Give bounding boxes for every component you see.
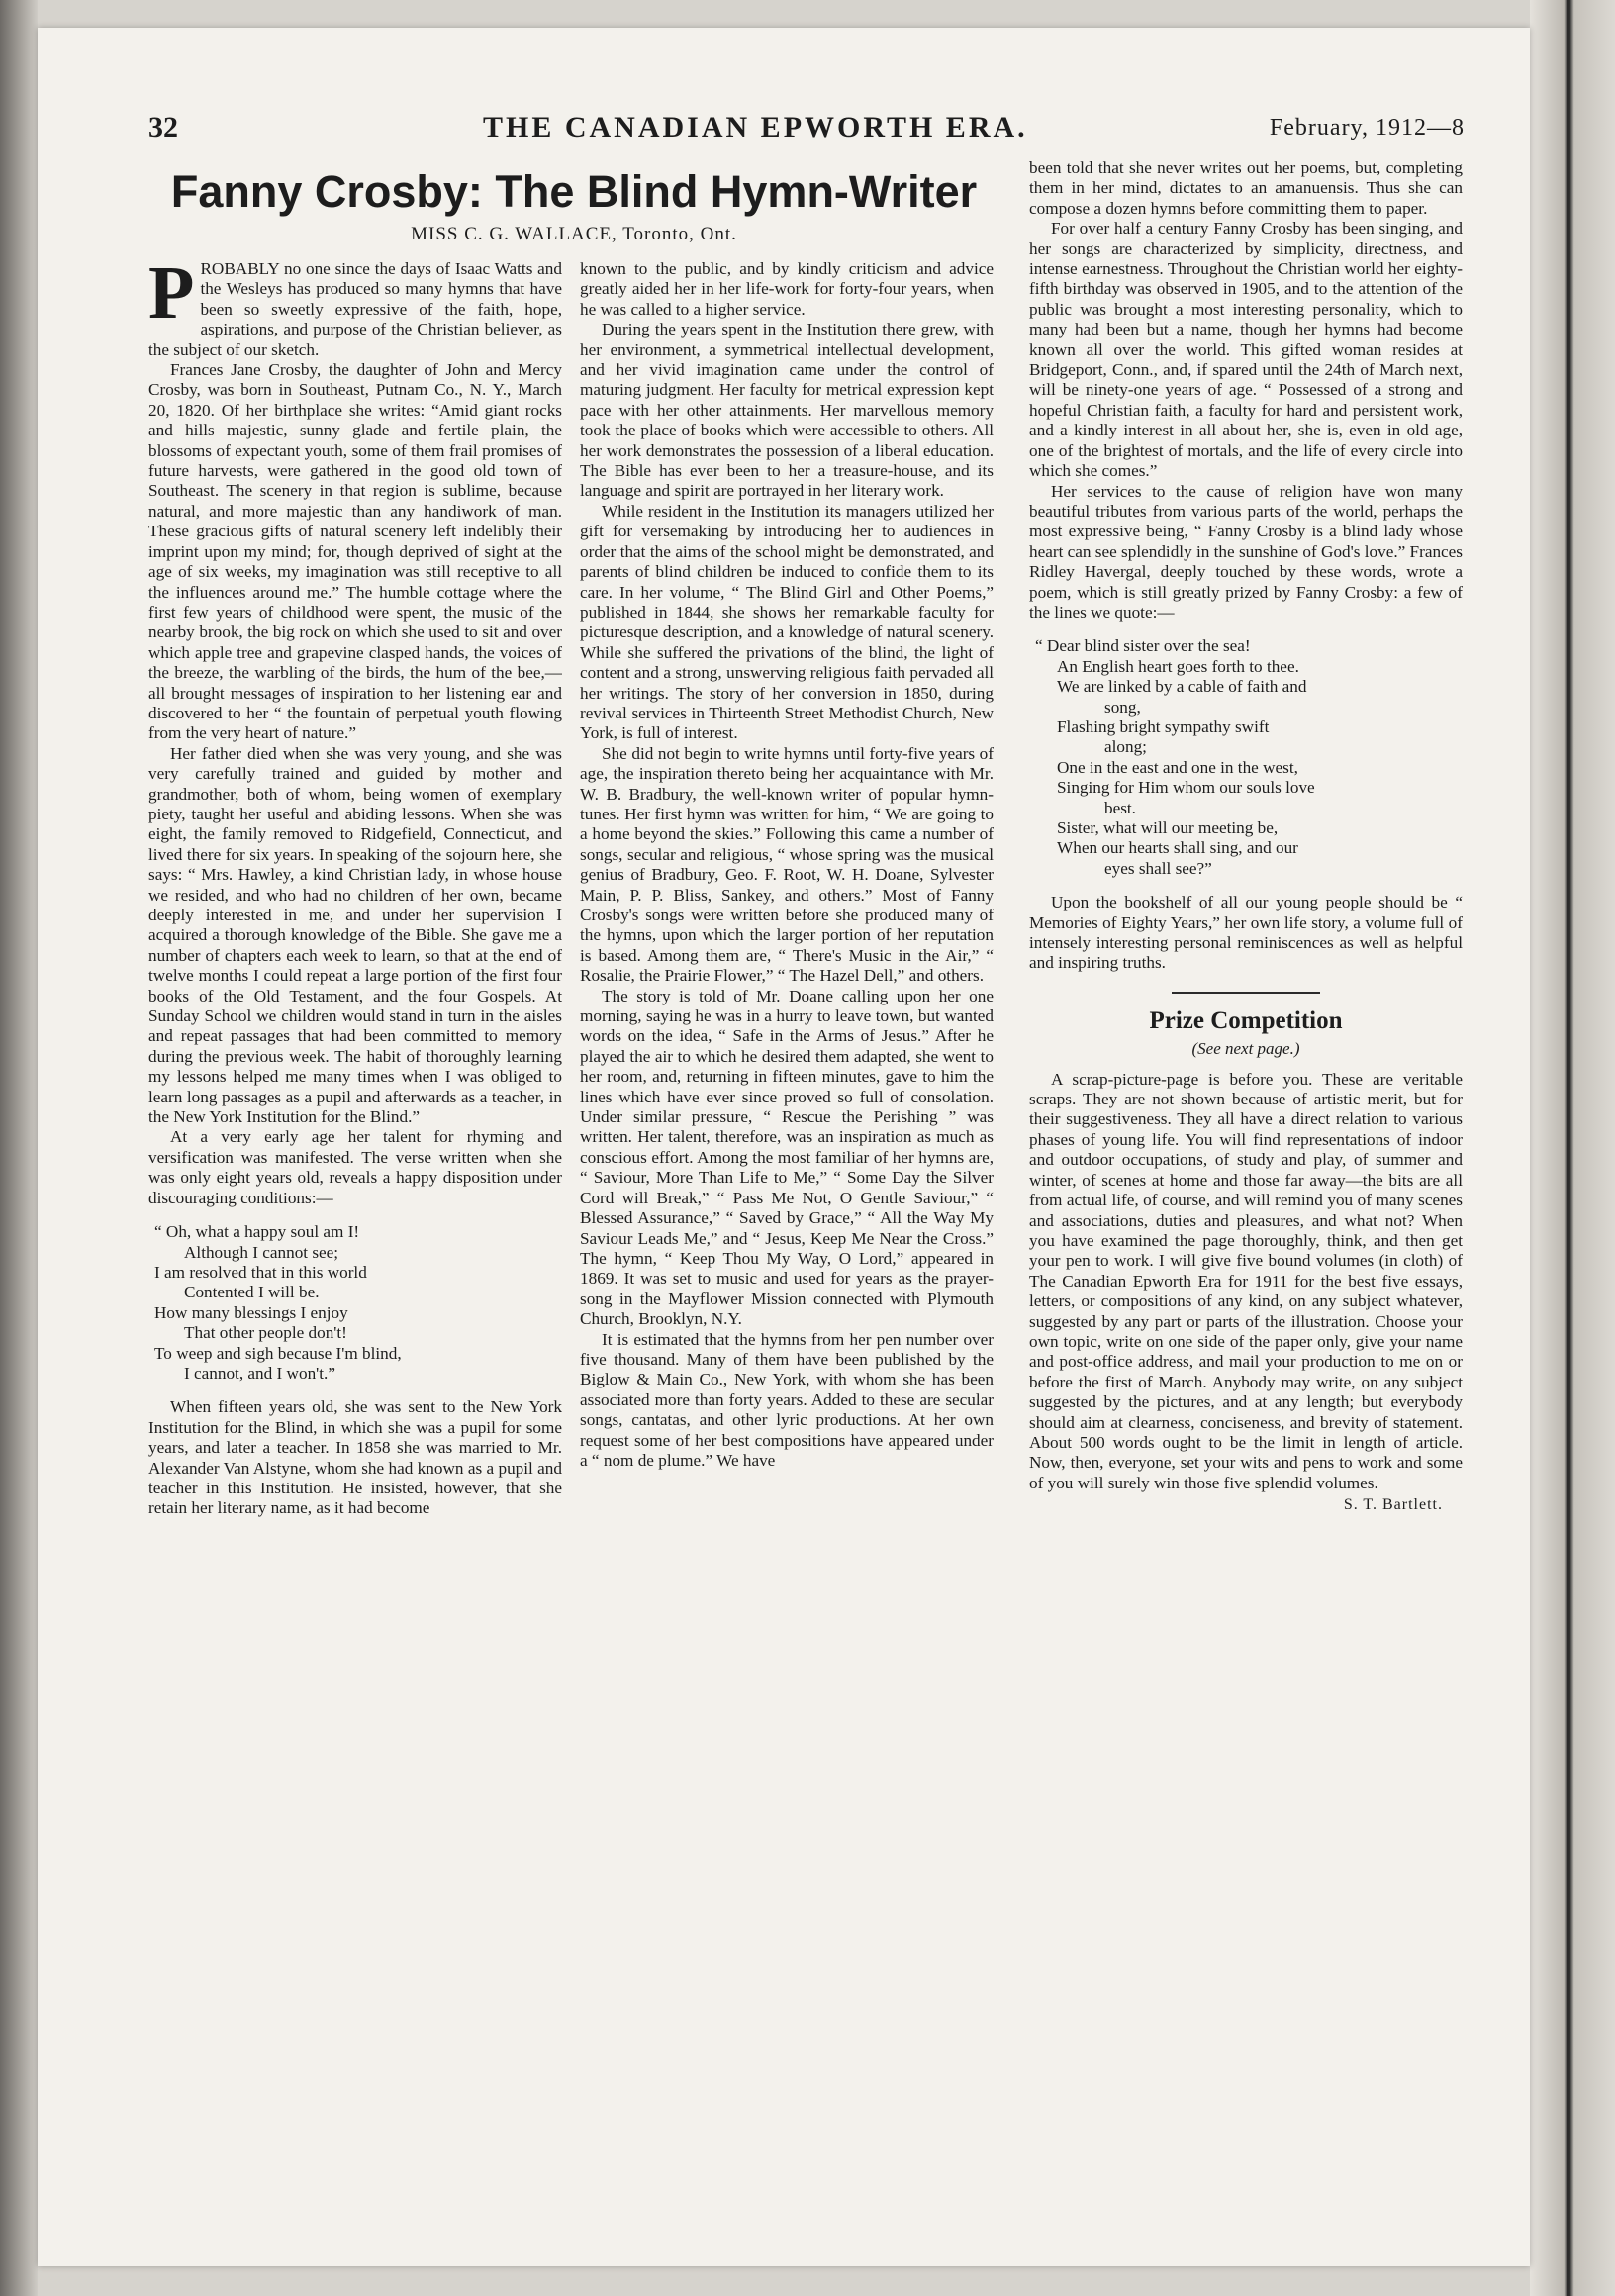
prize-title: Prize Competition bbox=[1149, 1006, 1343, 1034]
drop-cap: P bbox=[148, 259, 195, 335]
poem-childhood bbox=[154, 1222, 562, 1384]
poem-line: One in the east and one in the west, bbox=[1057, 757, 1298, 777]
paragraph: PROBABLY no one since the days of Isaac Watts and the Wesleys has produced so many hymns that have been so sweetly expressive of the faith, hope, aspirations, and purpose of the Christian believer, as the subject of our sketch. bbox=[148, 259, 562, 359]
section-divider bbox=[1172, 992, 1320, 994]
paragraph: When fifteen years old, she was sent to the New York Institution for the Blind, in which she was a pupil for some years, and later a teacher. In 1858 she was married to Mr. Alexander Van Alstyne, whom she had known as a pupil and teacher in this Institution. He insisted, however, that she retain her literary name, as it had become bbox=[148, 1397, 562, 1518]
journal-title: THE CANADIAN EPWORTH ERA. bbox=[483, 111, 1028, 144]
poem-line: I am resolved that in this world bbox=[154, 1262, 367, 1282]
poem-line: eyes shall see?” bbox=[1104, 858, 1212, 878]
paragraph: been told that she never writes out her poems, but, completing them in her mind, dictates to an amanuensis. Thus she can compose a dozen hymns before committing them to paper. bbox=[1029, 158, 1463, 218]
paragraph: Upon the bookshelf of all our young people should be “ Memories of Eighty Years,” her own life story, a volume full of intensely interesting personal reminiscences as well as helpful and inspiring truths. bbox=[1029, 893, 1463, 973]
poem-line: Singing for Him whom our souls love bbox=[1057, 778, 1315, 798]
column-3 bbox=[1029, 158, 1463, 2177]
paragraph: known to the public, and by kindly criticism and advice greatly aided her in her life-work for forty-four years, when he was called to a higher service. bbox=[580, 259, 994, 319]
paragraph: She did not begin to write hymns until forty-five years of age, the inspiration thereto being her acquaintance with Mr. W. B. Bradbury, the well-known writer of popular hymn-tunes. Her first hymn was written for him, “ We are going to a home beyond the skies.” Following this came a number of songs, secular and religious, “ whose spring was the musical genius of Bradbury, Geo. F. Root, W. H. Doane, Sylvester Main, P. P. Bliss, Sankey, and others.” Most of Fanny Crosby's songs were written before she produced many of the hymns, upon which the larger portion of her reputation is based. Among them are, “ There's Music in the Air,” “ Rosalie, the Prairie Flower,” “ The Hazel Dell,” and others. bbox=[580, 743, 994, 986]
column-2 bbox=[580, 259, 994, 2224]
paragraph: The story is told of Mr. Doane calling upon her one morning, saying he was in a hurry to leave town, but wanted words on the idea, “ Safe in the Arms of Jesus.” After he played the air to which he desired them adapted, she went to her room, and, returning in fifteen minutes, gave to him the lines which have ever since proved so full of consolation. Under similar pressure, “ Rescue the Perishing ” was written. Her talent, therefore, was an inspiration as much as conscious effort. Among the most familiar of her hymns are, “ Saviour, More Than Life to Me,” “ Some Day the Silver Cord will Break,” “ Pass Me Not, O Gentle Saviour,” “ Blessed Assurance,” “ Saved by Grace,” “ All the Way My Saviour Leads Me,” and “ Jesus, Keep Me Near the Cross.” The hymn, “ Keep Thou My Way, O Lord,” appeared in 1869. It was set to music and used for years as the prayer-song in the Mayflower Mission connected with Plymouth Church, Brooklyn, N.Y. bbox=[580, 986, 994, 1329]
paragraph: During the years spent in the Institution there grew, with her environment, a symmetrical intellectual development, and her vivid imagination came under the control of maturing judgment. Her faculty for metrical expression kept pace with her other attainments. Her marvellous memory took the place of books which were accessible to others. All her work demonstrates the possession of a liberal education. The Bible has ever been to her a treasure-house, and its language and spirit are portrayed in her literary work. bbox=[580, 320, 994, 501]
article-title: Fanny Crosby: The Blind Hymn-Writer bbox=[170, 166, 978, 217]
article-byline: MISS C. G. WALLACE, Toronto, Ont. bbox=[411, 224, 737, 244]
issue-date: February, 1912—8 bbox=[1269, 115, 1465, 141]
poem-line: An English heart goes forth to thee. bbox=[1057, 656, 1299, 676]
poem-line: We are linked by a cable of faith and bbox=[1057, 677, 1307, 697]
poem-line: Contented I will be. bbox=[184, 1283, 320, 1302]
poem-line: song, bbox=[1104, 697, 1141, 717]
poem-line: best. bbox=[1104, 798, 1136, 817]
poem-line: To weep and sigh because I'm blind, bbox=[154, 1343, 402, 1363]
prize-paragraph: A scrap-picture-page is before you. These are veritable scraps. They are not shown because of artistic merit, but for their suggestiveness. They all have a direct relation to various phases of young life. You will find representations of indoor and outdoor occupations, of study and play, of summer and winter, of scenes at home and those far away—the bits are all from actual life, of course, and will remind you of many scenes and associations, duties and pleasures, and what not? When you have examined the page thoroughly, think, and then get your pen to work. I will give five bound volumes (in cloth) of The Canadian Epworth Era for 1911 for the best five essays, letters, or compositions of any kind, on any subject whatever, suggested by any part or parts of the illustration. Choose your own topic, write on one side of the paper only, give your name and post-office address, and mail your production to me on or before the first of March. Anybody may write, on any subject suggested by the pictures, and at any length; but everybody should aim at clearness, conciseness, and brevity of statement. About 500 words ought to be the limit in length of article. Now, then, everyone, set your wits and pens to work and some of you will surely win those five splendid volumes. bbox=[1029, 1069, 1463, 1492]
poem-line: Sister, what will our meeting be, bbox=[1057, 818, 1279, 837]
poem-line: Flashing bright sympathy swift bbox=[1057, 717, 1270, 736]
poem-line: How many blessings I enjoy bbox=[154, 1302, 348, 1322]
page-edge bbox=[1530, 0, 1615, 2296]
book-binding bbox=[0, 0, 38, 2296]
poem-line: I cannot, and I won't.” bbox=[184, 1363, 335, 1383]
poem-havergal bbox=[1035, 636, 1463, 879]
poem-line: “ Dear blind sister over the sea! bbox=[1035, 636, 1251, 656]
prize-signature: S. T. Bartlett. bbox=[1343, 1496, 1443, 1514]
paragraph: At a very early age her talent for rhyming and versification was manifested. The verse written when she was only eight years old, reveals a happy disposition under discouraging conditions:— bbox=[148, 1127, 562, 1207]
paragraph: It is estimated that the hymns from her pen number over five thousand. Many of them have been published by the Biglow & Main Co., New York, with whom she has been associated more than forty years. Added to these are secular songs, cantatas, and other lyric productions. At her own request some of her best compositions have appeared under a “ nom de plume.” We have bbox=[580, 1329, 994, 1470]
page-number: 32 bbox=[148, 111, 178, 144]
paragraph: Frances Jane Crosby, the daughter of John and Mercy Crosby, was born in Southeast, Putnam Co., N. Y., March 20, 1820. Of her birthplace she writes: “Amid giant rocks and hills majestic, sunny glade and fertile plain, the blossoms of expectant youth, some of them frail promises of future harvests, were gathered in the good old town of Southeast. The scenery in that region is sublime, because natural, and more majestic than any handiwork of man. These gracious gifts of natural scenery left indelibly their imprint upon my mind; for, though deprived of sight at the age of six weeks, my imagination was still receptive to all the influences around me.” The humble cottage where the first few years of childhood were spent, the music of the nearby brook, the big rock on which she used to sit and over which apple tree and grapevine clasped hands, the voices of the breeze, the warbling of the birds, the hum of the bee,—all brought messages of inspiration to her listening ear and discovered to her “ the fountain of perpetual youth flowing from the very heart of nature.” bbox=[148, 360, 562, 743]
paragraph: While resident in the Institution its managers utilized her gift for versemaking by introducing her to audiences in order that the aims of the school might be demonstrated, and parents of blind children be induced to confide them to its care. In her volume, “ The Blind Girl and Other Poems,” published in 1844, she shows her remarkable faculty for picturesque description, and a knowledge of natural scenery. While she suffered the privations of the blind, the light of content and a strong, unswerving religious faith pervaded all her writings. The story of her conversion in 1850, during revival services in Thirteenth Street Methodist Church, New York, is full of interest. bbox=[580, 501, 994, 743]
poem-line: That other people don't! bbox=[184, 1323, 347, 1343]
prize-subtitle: (See next page.) bbox=[1191, 1039, 1300, 1059]
column-1 bbox=[148, 259, 562, 2224]
poem-line: When our hearts shall sing, and our bbox=[1057, 838, 1298, 858]
running-header bbox=[148, 111, 1465, 150]
poem-line: along; bbox=[1104, 737, 1147, 757]
poem-line: Although I cannot see; bbox=[184, 1242, 339, 1262]
paragraph: For over half a century Fanny Crosby has been singing, and her songs are characterized by simplicity, directness, and intense earnestness. Throughout the Christian world her eighty-fifth birthday was observed in 1905, and to the attention of the public was brought a most interesting personality, which to many had been but a name, though her hymns had become known all over the world. This gifted woman resides at Bridgeport, Conn., and, if spared until the 24th of March next, will be ninety-one years of age. “ Possessed of a strong and hopeful Christian faith, a faculty for hard and persistent work, and a kindly interest in all about her, she is, even in old age, one of the brightest of mortals, and the life of every circle into which she comes.” bbox=[1029, 219, 1463, 481]
poem-line: “ Oh, what a happy soul am I! bbox=[154, 1222, 360, 1242]
paragraph: Her services to the cause of religion have won many beautiful tributes from various parts of the world, perhaps the most expressive being, “ Fanny Crosby is a blind lady whose heart can see splendidly in the sunshine of God's love.” Frances Ridley Havergal, deeply touched by these words, wrote a poem, which is still greatly prized by Fanny Crosby: a few of the lines we quote:— bbox=[1029, 481, 1463, 622]
paragraph: Her father died when she was very young, and she was very carefully trained and guided by mother and grandmother, both of whom, being women of exemplary piety, taught her useful and abiding lessons. When she was eight, the family removed to Ridgefield, Connecticut, and lived there for six years. In speaking of the sojourn here, she says: “ Mrs. Hawley, a kind Christian lady, in whose house we resided, and who had no children of her own, became deeply interested in me, and under her supervision I acquired a thorough knowledge of the Bible. She gave me a number of chapters each week to learn, so that at the end of twelve months I could repeat a large portion of the first four books of the Old Testament, and the four Gospels. At Sunday School we children would stand in turn in the aisles and repeat passages that had been committed to memory during the previous week. The habit of thoroughly learning my lessons helped me many times when I was obliged to learn long passages as a pupil and afterwards as a teacher, in the New York Institution for the Blind.” bbox=[148, 743, 562, 1127]
